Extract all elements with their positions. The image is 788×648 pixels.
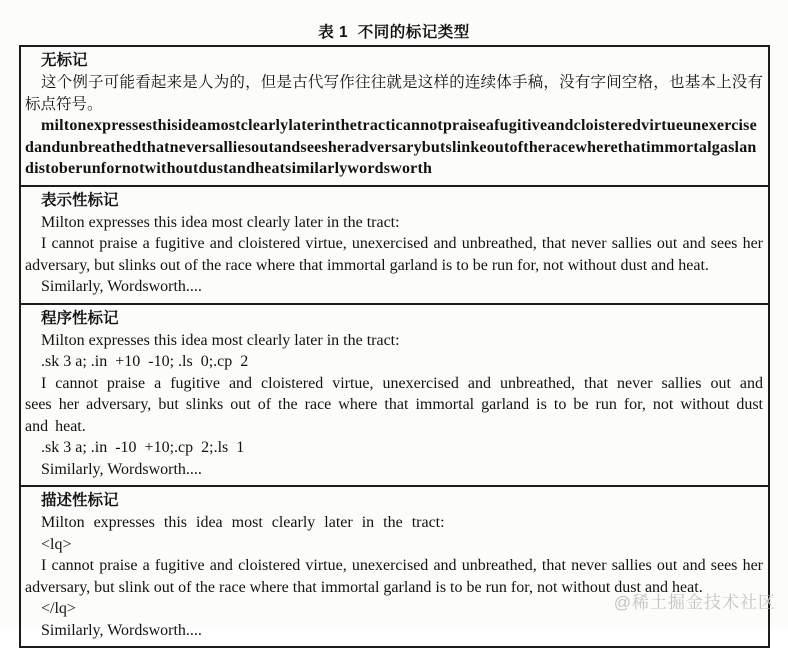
section-descriptive-markup: [21, 485, 768, 646]
run-on-unspaced-text: miltonexpressesthisideamostclearlylaterinthetracticannotpraiseafugitiveandcloisteredvirtueunexercisedandunbreathedthatneversalliesoutandseesheradversarybutslinkeoutoftheracewherethatimmortalgaslandistoberunfornotwithoutdustandheatsimilarlywordsworth: [25, 117, 757, 177]
markup-types-table: [19, 45, 770, 648]
milton-lead-line: Milton expresses this idea most clearly later in the tract:: [41, 213, 400, 231]
lq-open-tag: <lq>: [41, 535, 72, 553]
cjk-intro-paragraph: 这个例子可能看起来是人为的，但是古代写作往往就是这样的连续体手稿，没有字间空格，也基本上没有标点符号。: [25, 74, 763, 113]
wordsworth-line: Similarly, Wordsworth....: [41, 621, 202, 639]
section-heading-no-markup: 无标记: [41, 52, 88, 69]
milton-quote-paragraph: I cannot praise a fugitive and cloistered virtue, unexercised and unbreathed, that never sallies out and sees her adversary, but slink out of the race where that immortal garland is to be run for, not without dust and heat.: [25, 557, 763, 596]
milton-quote-paragraph: I cannot praise a fugitive and cloistered virtue, unexercised and unbreathed, that never sallies out and sees her adversary, but slinks out of the race where that immortal garland is to be run for, not without dust and heat.: [25, 235, 763, 274]
table-caption: 表 1 不同的标记类型: [318, 24, 470, 41]
lq-close-tag: </lq>: [41, 600, 76, 617]
milton-lead-line: Milton expresses this idea most clearly later in the tract:: [41, 514, 445, 531]
section-heading-procedural: 程序性标记: [41, 309, 119, 327]
procedural-code-line-1: .sk 3 a; .in +10 -10; .ls 0;.cp 2: [41, 353, 249, 370]
milton-quote-paragraph: I cannot praise a fugitive and cloistered virtue, unexercised and unbreathed, that never sallies out and sees her adversary, but slinks out of the race where that immortal garland is to be run for, not without dust and heat.: [25, 374, 763, 435]
milton-lead-line: Milton expresses this idea most clearly later in the tract:: [41, 331, 400, 349]
wordsworth-line: Similarly, Wordsworth....: [41, 278, 202, 295]
section-heading-descriptive: 描述性标记: [41, 492, 119, 509]
section-presentational-markup: [21, 185, 768, 303]
watermark: @稀土掘金技术社区: [613, 593, 776, 612]
wordsworth-line: Similarly, Wordsworth....: [41, 460, 202, 478]
section-heading-presentational: 表示性标记: [41, 191, 119, 209]
section-procedural-markup: [21, 303, 768, 486]
procedural-code-line-2: .sk 3 a; .in -10 +10;.cp 2;.ls 1: [41, 439, 245, 456]
section-no-markup: [21, 47, 768, 185]
